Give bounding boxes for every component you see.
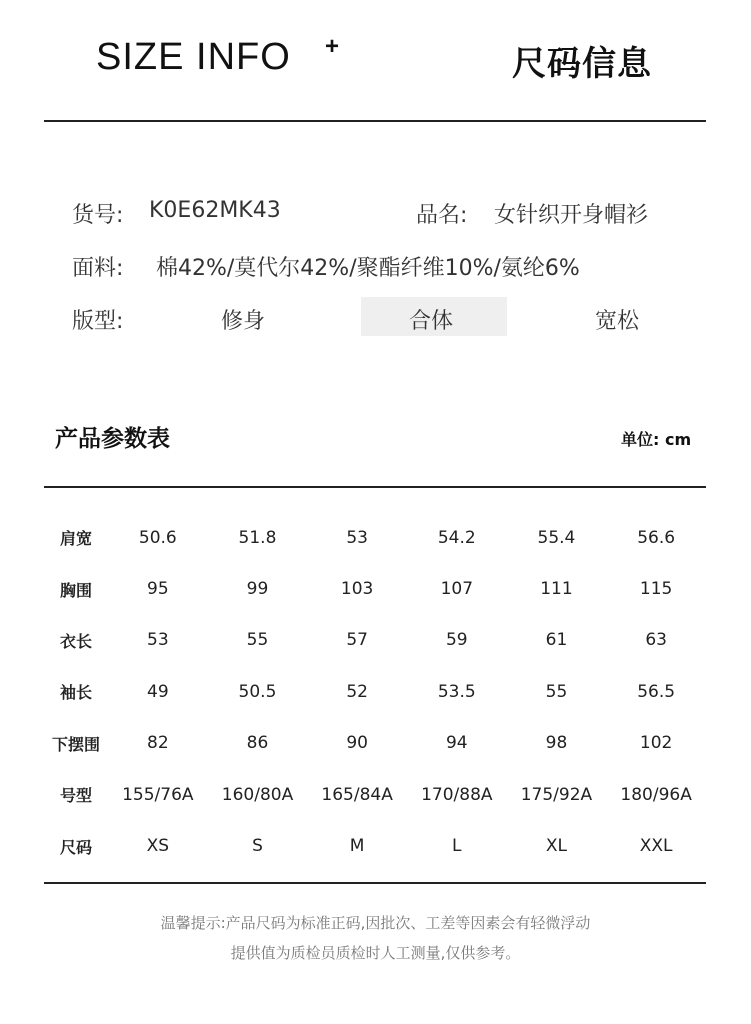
product-name-value: 女针织开身帽衫 [494, 203, 649, 228]
row-label: 袖长 [59, 683, 92, 703]
table-cell: 111 [540, 579, 573, 600]
title-english: SIZE INFO [96, 36, 291, 78]
sku-label: 货号: [72, 203, 124, 228]
table-cell: 102 [639, 733, 673, 754]
table-cell: 54.2 [437, 527, 476, 548]
footer-note-line2: 提供值为质检员质检时人工测量,仅供参考。 [230, 944, 521, 962]
table-cell: 56.5 [637, 681, 676, 702]
table-cell: 55.4 [537, 527, 576, 548]
table-cell: 82 [147, 733, 169, 754]
table-cell: 51.8 [238, 527, 277, 548]
table-cell: XXL [639, 836, 673, 857]
table-cell: 53 [147, 630, 169, 651]
table-cell: XL [545, 836, 568, 857]
table-cell: 95 [147, 579, 169, 600]
table-cell: 165/84A [321, 784, 393, 805]
table-cell: 103 [340, 579, 374, 600]
table-cell: 53 [346, 527, 368, 548]
row-label: 号型 [59, 786, 92, 806]
table-cell: XS [146, 836, 170, 857]
table-cell: 175/92A [520, 784, 593, 805]
table-cell: S [252, 836, 263, 857]
fit-option-regular: 合体 [409, 309, 454, 334]
table-row [44, 512, 706, 563]
product-name-label: 品名: [416, 203, 468, 228]
table-cell: 55 [246, 630, 269, 651]
table-cell: 49 [147, 681, 169, 702]
table-cell: 59 [445, 630, 468, 651]
table-cell: 50.6 [138, 527, 177, 548]
table-cell: 56.6 [637, 527, 676, 548]
table-cell: 61 [545, 630, 568, 651]
table-cell: 170/88A [421, 784, 493, 805]
table-cell: 99 [246, 579, 269, 600]
table-cell: 63 [645, 630, 667, 651]
row-label: 肩宽 [59, 529, 92, 549]
table-cell: 50.5 [238, 681, 277, 702]
fit-option-slim: 修身 [221, 309, 266, 334]
fit-option-loose: 宽松 [595, 309, 640, 334]
table-cell: 180/96A [620, 784, 692, 805]
fabric-value: 棉42%/莫代尔42%/聚酯纤维10%/氨纶6% [156, 256, 580, 281]
table-cell: M [349, 836, 365, 857]
table-cell: 115 [639, 579, 673, 600]
table-row [44, 769, 706, 820]
table-row [44, 718, 706, 769]
table-cell: 155/76A [122, 784, 194, 805]
size-spec-table [44, 512, 706, 872]
table-top-divider [44, 486, 706, 488]
table-row [44, 666, 706, 717]
row-label: 衣长 [59, 631, 92, 651]
table-cell: 57 [346, 630, 368, 651]
table-row [44, 615, 706, 666]
table-cell: 53.5 [437, 681, 476, 702]
table-row [44, 563, 706, 614]
table-row [44, 820, 706, 871]
table-cell: L [452, 836, 462, 857]
row-label: 尺码 [59, 837, 92, 857]
table-cell: 52 [346, 681, 368, 702]
table-bottom-divider [44, 882, 706, 884]
unit-label: 单位: cm [621, 430, 692, 449]
row-label: 下摆围 [51, 734, 100, 754]
table-cell: 160/80A [221, 784, 294, 805]
spec-table-title: 产品参数表 [55, 426, 170, 452]
table-cell: 90 [346, 733, 368, 754]
table-cell: 98 [545, 733, 568, 754]
table-cell: 86 [246, 733, 269, 754]
title-chinese: 尺码信息 [512, 44, 652, 84]
footer-note-line1: 温馨提示:产品尺码为标准正码,因批次、工差等因素会有轻微浮动 [160, 914, 591, 932]
table-cell: 55 [545, 681, 568, 702]
table-cell: 107 [440, 579, 474, 600]
fit-label: 版型: [72, 309, 124, 334]
table-cell: 94 [445, 733, 468, 754]
row-label: 胸围 [59, 580, 92, 600]
fabric-label: 面料: [72, 256, 124, 281]
header-divider [44, 120, 706, 122]
plus-icon: + [325, 33, 340, 60]
sku-value: K0E62MK43 [149, 198, 281, 223]
